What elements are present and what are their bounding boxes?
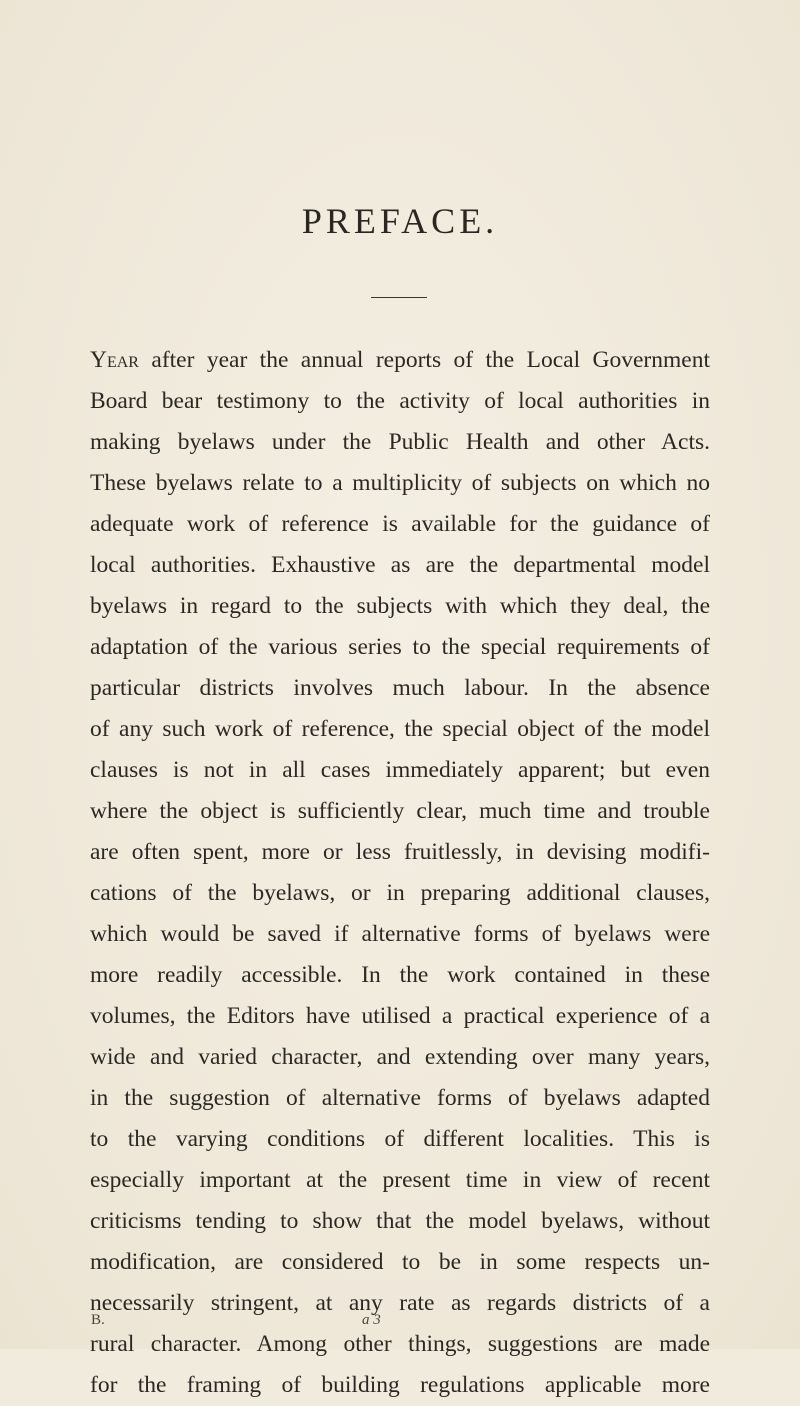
text-line-rest: after year the annual reports of the Local Government — [138, 347, 710, 373]
text-line: making byelaws under the Public Health and other Acts. — [90, 429, 710, 455]
text-line: are often spent, more or less fruitlessly, in devising modifi- — [90, 839, 710, 865]
preface-body — [90, 340, 710, 1406]
text-line: local authorities. Exhaustive as are the departmental model — [90, 552, 710, 578]
text-line: which would be saved if alternative forms of byelaws were — [90, 921, 710, 947]
text-line: to the varying conditions of different localities. This is — [90, 1126, 710, 1152]
text-line: modification, are considered to be in some respects un- — [90, 1249, 710, 1275]
text-line: cations of the byelaws, or in preparing additional clauses, — [90, 880, 710, 906]
signature-line — [0, 1312, 800, 1332]
text-line: more readily accessible. In the work contained in these — [90, 962, 710, 988]
text-line: in the suggestion of alternative forms of byelaws adapted — [90, 1085, 710, 1111]
first-word: Year — [90, 347, 139, 373]
text-line: where the object is sufficiently clear, much time and trouble — [90, 798, 710, 824]
title-rule — [371, 297, 427, 298]
signature-mark: a 3 — [362, 1312, 381, 1328]
signature-letter: B. — [91, 1312, 105, 1328]
text-line: volumes, the Editors have utilised a practical experience of a — [90, 1003, 710, 1029]
text-line — [90, 340, 710, 381]
page-title: PREFACE. — [301, 201, 499, 241]
text-line: criticisms tending to show that the model byelaws, without — [90, 1208, 710, 1234]
text-line: These byelaws relate to a multiplicity of subjects on which no — [90, 470, 710, 496]
text-line: necessarily stringent, at any rate as regards districts of a — [90, 1290, 710, 1316]
text-line: adaptation of the various series to the special requirements of — [90, 634, 710, 660]
text-line: byelaws in regard to the subjects with which they deal, the — [90, 593, 710, 619]
text-line: of any such work of reference, the special object of the model — [90, 716, 710, 742]
text-line: Board bear testimony to the activity of local authorities in — [90, 388, 710, 414]
text-line: especially important at the present time in view of recent — [90, 1167, 710, 1193]
text-line: wide and varied character, and extending over many years, — [90, 1044, 710, 1070]
text-line: particular districts involves much labour. In the absence — [90, 675, 710, 701]
text-line: adequate work of reference is available for the guidance of — [90, 511, 710, 537]
text-line: for the framing of building regulations applicable more — [90, 1372, 710, 1398]
text-line: rural character. Among other things, suggestions are made — [90, 1331, 710, 1357]
text-line: clauses is not in all cases immediately apparent; but even — [90, 757, 710, 783]
